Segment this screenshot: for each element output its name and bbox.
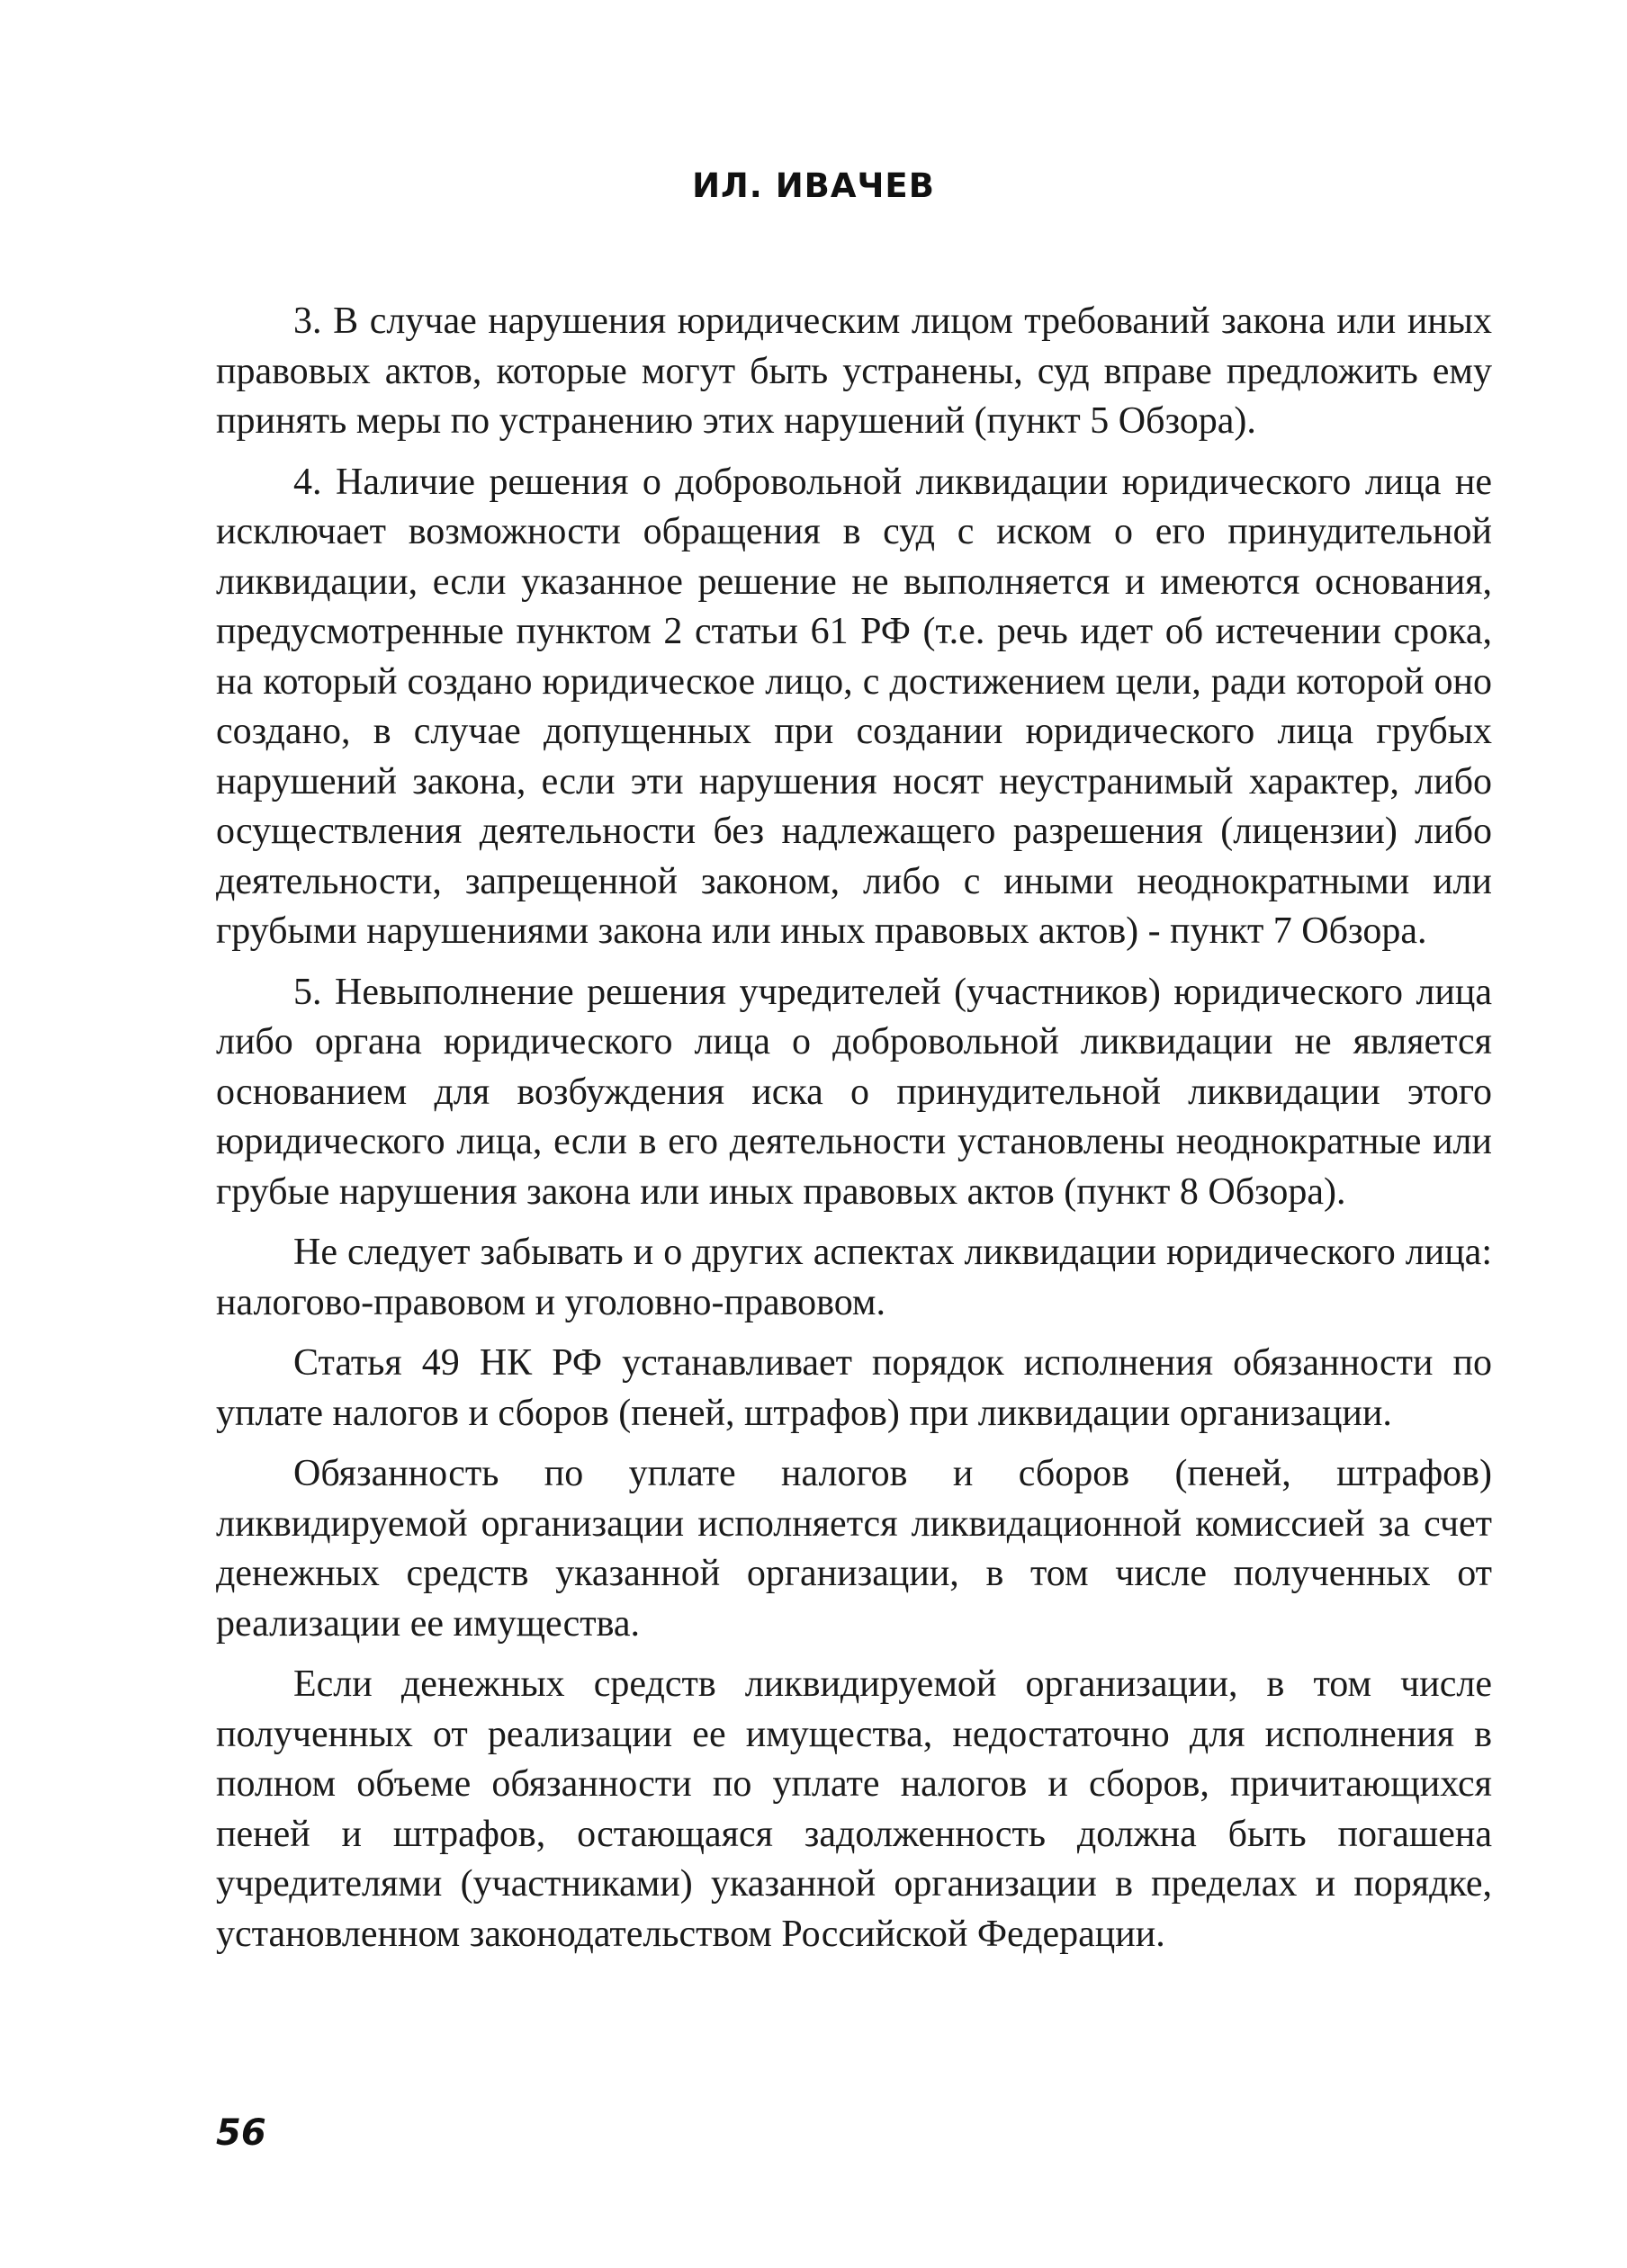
paragraph-6: Обязанность по уплате налогов и сборов (пеней, штрафов) ликвидируемой организации исполняется ликвидационной комиссией за счет денежных средств указанной организации, в том числе полученных от реализации ее имущества. [216,1453,1492,1645]
running-head: ИЛ. ИВАЧЕВ [692,166,935,205]
paragraph-2: 4. Наличие решения о добровольной ликвидации юридического лица не исключает возможности обращения в суд с иском о его принудительной ликвидации, если указанное решение не выполняется и имеются основания, предусмотренные пунктом 2 статьи 61 РФ (т.е. речь идет об истечении срока, на который создано юридическое лицо, с достижением цели, ради которой оно создано, в случае допущенных при создании юридического лица грубых нарушений закона, если эти нарушения носят неустранимый характер, либо осуществления деятельности без надлежащего разрешения (лицензии) либо деятельности, запрещенной законом, либо с иными неоднократными или грубыми нарушениями закона или иных правовых актов) - пункт 7 Обзора. [216,461,1492,952]
paragraph-3: 5. Невыполнение решения учредителей (участников) юридического лица либо органа юридического лица о добровольной ликвидации не является основанием для возбуждения иска о принудительной ликвидации этого юридического лица, если в его деятельности установлены неоднократные или грубые нарушения закона или иных правовых актов (пункт 8 Обзора). [216,971,1492,1213]
page-number: 56 [216,2112,266,2154]
paragraph-4: Не следует забывать и о других аспектах ликвидации юридического лица: налогово-правовом и уголовно-правовом. [216,1232,1492,1323]
paragraph-5: Статья 49 НК РФ устанавливает порядок исполнения обязанности по уплате налогов и сборов (пеней, штрафов) при ликвидации организации. [216,1342,1492,1434]
paragraph-1: 3. В случае нарушения юридическим лицом требований закона или иных правовых актов, которые могут быть устранены, суд вправе предложить ему принять меры по устранению этих нарушений (пункт 5 Обзора). [216,300,1492,442]
body-text [216,297,1492,1970]
paragraph-7: Если денежных средств ликвидируемой организации, в том числе полученных от реализации ее имущества, недостаточно для исполнения в полном объеме обязанности по уплате налогов и сборов, причитающихся пеней и штрафов, остающаяся задолженность должна быть погашена учредителями (участниками) указанной организации в пределах и порядке, установленном законодательством Российской Федерации. [216,1663,1492,1955]
